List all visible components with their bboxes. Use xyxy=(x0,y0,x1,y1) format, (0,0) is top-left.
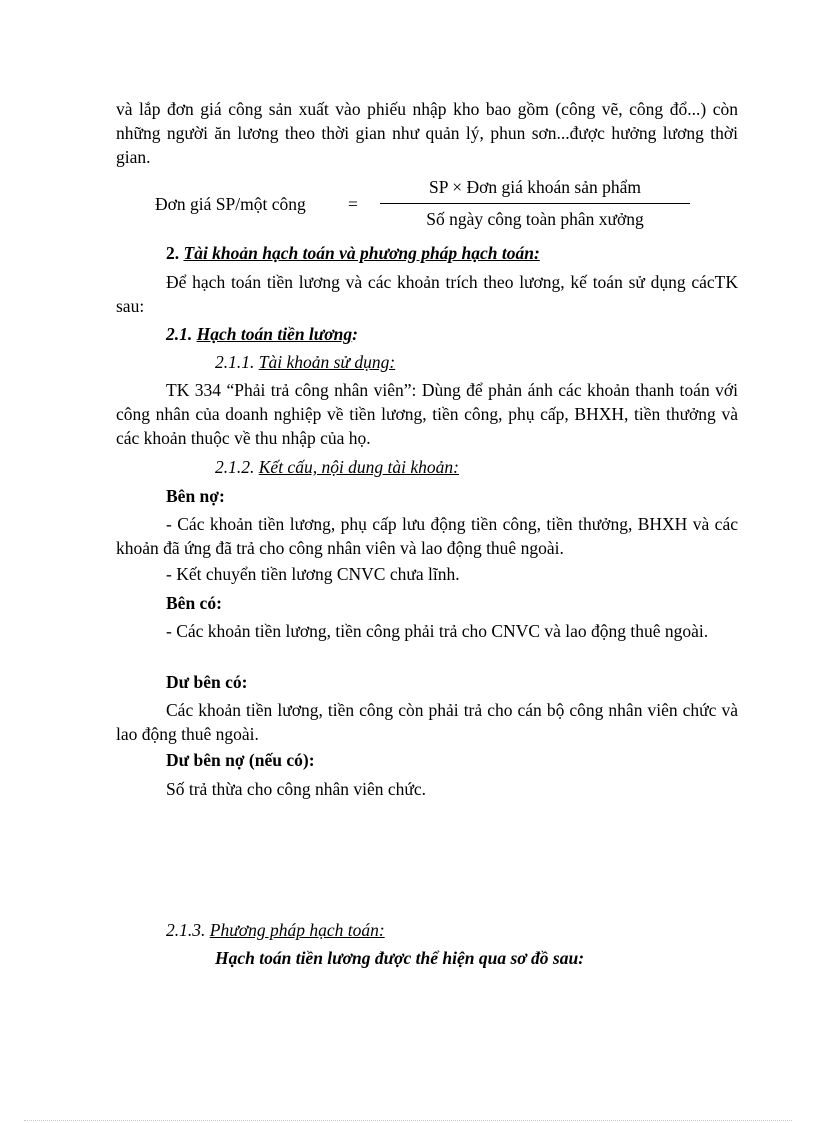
section-colon: : xyxy=(352,324,358,344)
section-number: 2.1.2. xyxy=(215,457,255,477)
section-number: 2.1.1. xyxy=(215,352,255,372)
section-title: Kết cấu, nội dung tài khoản: xyxy=(258,457,460,477)
formula-denominator: Số ngày công toàn phân xưởng xyxy=(426,209,644,229)
fraction-bar xyxy=(380,203,690,204)
section-title: Phương pháp hạch toán: xyxy=(209,920,385,940)
intro-paragraph: và lắp đơn giá công sản xuất vào phiếu nhập kho bao gồm (công vẽ, công đổ...) còn những người ăn lương theo thời gian như quản lý, phun sơn...được hưởng lương thời gian. xyxy=(116,99,738,167)
section-number: 2.1. xyxy=(166,324,193,344)
credit-balance-heading: Dư bên có: xyxy=(166,672,248,692)
debit-heading: Bên nợ: xyxy=(166,486,225,506)
section-title: Tài khoản hạch toán và phương pháp hạch toán: xyxy=(183,243,540,263)
section-number: 2. xyxy=(166,243,180,263)
section-heading-2-1 xyxy=(166,322,358,346)
section-heading-2-1-2 xyxy=(215,455,459,479)
section-heading-2 xyxy=(166,241,540,265)
formula-label: Đơn giá SP/một công xyxy=(155,194,306,214)
formula-numerator: SP × Đơn giá khoán sản phẩm xyxy=(429,177,641,197)
section-number: 2.1.3. xyxy=(166,920,206,940)
debit-item-2: - Kết chuyển tiền lương CNVC chưa lĩnh. xyxy=(166,564,460,584)
debit-balance-paragraph: Số trả thừa cho công nhân viên chức. xyxy=(166,779,427,799)
section-title: Tài khoản sử dụng: xyxy=(258,352,396,372)
diagram-caption: Hạch toán tiền lương được thể hiện qua sơ đồ sau: xyxy=(215,948,585,968)
section-heading-2-1-3 xyxy=(166,918,385,942)
page-bottom-divider xyxy=(24,1120,792,1121)
credit-balance-paragraph: Các khoản tiền lương, tiền công còn phải trả cho cán bộ công nhân viên chức và lao động thuê ngoài. xyxy=(116,700,738,744)
credit-item-1: - Các khoản tiền lương, tiền công phải trả cho CNVC và lao động thuê ngoài. xyxy=(166,621,709,641)
debit-balance-heading: Dư bên nợ (nếu có): xyxy=(166,750,315,770)
tk-intro-paragraph: Để hạch toán tiền lương và các khoản trích theo lương, kế toán sử dụng cácTK sau: xyxy=(116,272,738,316)
section-title: Hạch toán tiền lương xyxy=(196,324,353,344)
section-heading-2-1-1 xyxy=(215,350,395,374)
credit-heading: Bên có: xyxy=(166,593,222,613)
debit-item-1: - Các khoản tiền lương, phụ cấp lưu động tiền công, tiền thưởng, BHXH và các khoản đã ứng đã trả cho công nhân viên và lao động thuê ngoài. xyxy=(116,514,738,558)
tk334-paragraph: TK 334 “Phải trả công nhân viên”: Dùng để phản ánh các khoản thanh toán với công nhân của doanh nghiệp về tiền lương, tiền công, phụ cấp, BHXH, tiền thưởng và các khoản thuộc về thu nhập của họ. xyxy=(116,380,738,448)
formula-equals: = xyxy=(348,194,358,214)
